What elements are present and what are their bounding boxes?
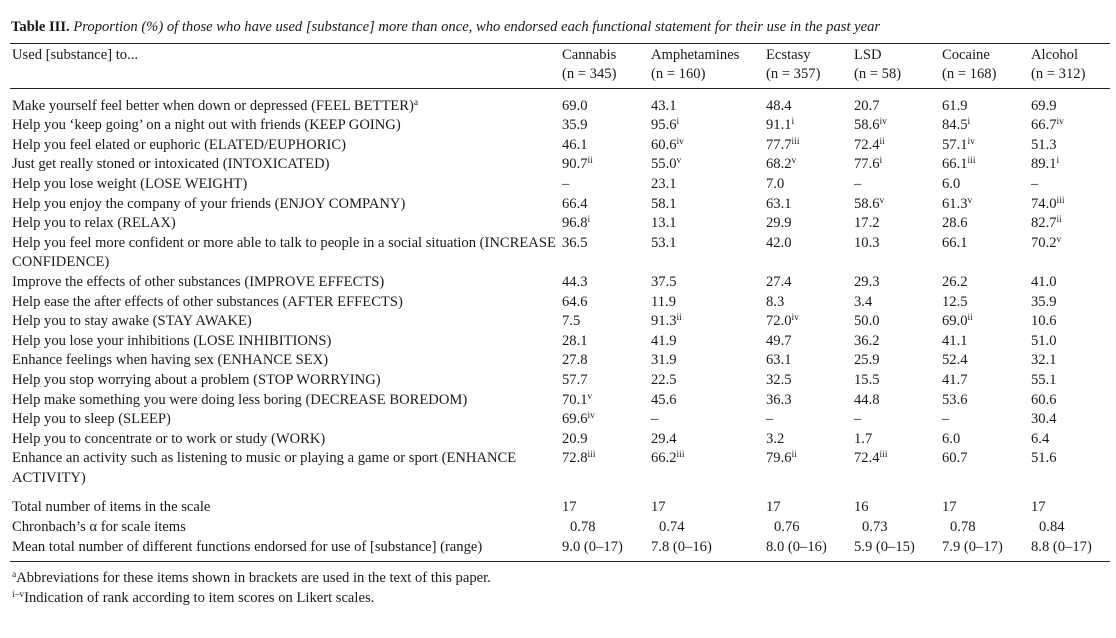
row-label: Help you lose weight (LOSE WEIGHT) xyxy=(12,175,248,192)
value-cell: 90.7$^{ii}$ xyxy=(562,156,593,173)
summary-value: 0.76 xyxy=(774,519,800,536)
value-cell: 69.0 xyxy=(562,97,588,114)
value-cell: 77.6$^i$ xyxy=(854,156,883,173)
column-header: Amphetamines (n = 160) xyxy=(651,46,740,82)
value-cell: 51.3 xyxy=(1031,136,1057,153)
summary-value: 0.78 xyxy=(570,519,596,536)
table-row xyxy=(10,97,1110,117)
footnote: $^{i-v}$Indication of rank according to item scores on Likert scales. xyxy=(12,590,375,607)
value-cell: 53.1 xyxy=(651,234,677,251)
value-cell: 35.9 xyxy=(1031,293,1057,310)
rank-superscript: iii xyxy=(676,450,685,461)
row-label: Help you to stay awake (STAY AWAKE) xyxy=(12,313,252,330)
value-cell: 30.4 xyxy=(1031,411,1057,428)
table-row xyxy=(10,214,1110,234)
value-cell: 29.3 xyxy=(854,273,880,290)
row-label: Help you feel more confident or more able to talk to people in a social situation (INCREASE CONFIDENCE) xyxy=(12,234,556,271)
value-cell: – xyxy=(651,411,659,428)
summary-value: 7.8 (0–16) xyxy=(651,538,712,555)
row-label: Help you stop worrying about a problem (STOP WORRYING) xyxy=(12,371,381,388)
row-label: Help you to concentrate or to work or study (WORK) xyxy=(12,430,326,447)
rank-superscript: iv xyxy=(879,117,887,128)
row-label: Just get really stoned or intoxicated (INTOXICATED) xyxy=(12,156,330,173)
value-cell: 91.1$^i$ xyxy=(766,117,795,134)
value-cell: 41.9 xyxy=(651,332,677,349)
summary-value: 7.9 (0–17) xyxy=(942,538,1003,555)
value-cell: 6.0 xyxy=(942,175,961,192)
value-cell: 57.1$^{iv}$ xyxy=(942,136,975,153)
summary-value: 17 xyxy=(651,499,666,516)
value-cell: 72.4$^{iii}$ xyxy=(854,450,888,467)
value-cell: 1.7 xyxy=(854,430,873,447)
rank-superscript: ii xyxy=(1056,215,1062,226)
rank-superscript: iii xyxy=(791,136,800,147)
table-row xyxy=(10,410,1110,430)
value-cell: 25.9 xyxy=(854,352,880,369)
value-cell: 7.5 xyxy=(562,313,581,330)
value-cell: 57.7 xyxy=(562,371,588,388)
value-cell: 63.1 xyxy=(766,352,792,369)
value-cell: 49.7 xyxy=(766,332,792,349)
rank-superscript: ii xyxy=(879,136,885,147)
value-cell: 66.1$^{iii}$ xyxy=(942,156,976,173)
value-cell: 35.9 xyxy=(562,117,588,134)
table-row xyxy=(10,449,1110,488)
value-cell: 13.1 xyxy=(651,215,677,232)
value-cell: 41.7 xyxy=(942,371,968,388)
rank-superscript: ii xyxy=(967,313,973,324)
value-cell: 28.1 xyxy=(562,332,588,349)
table-row xyxy=(10,273,1110,293)
rank-superscript: ii xyxy=(676,313,682,324)
row-label: Improve the effects of other substances (IMPROVE EFFECTS) xyxy=(12,273,385,290)
summary-label: Mean total number of different functions endorsed for use of [substance] (range) xyxy=(12,538,483,555)
value-cell: 64.6 xyxy=(562,293,588,310)
rank-superscript: i xyxy=(676,117,680,128)
summary-value: 17 xyxy=(1031,499,1046,516)
value-cell: 41.1 xyxy=(942,332,968,349)
rank-superscript: i xyxy=(967,117,971,128)
value-cell: 53.6 xyxy=(942,391,968,408)
row-label: Help you feel elated or euphoric (ELATED/EUPHORIC) xyxy=(12,136,346,153)
value-cell: 70.2$^v$ xyxy=(1031,234,1062,251)
rank-superscript: ii xyxy=(587,156,593,167)
summary-row xyxy=(10,498,1110,518)
value-cell: 77.7$^{iii}$ xyxy=(766,136,800,153)
column-header: Alcohol (n = 312) xyxy=(1031,46,1086,82)
value-cell: 6.4 xyxy=(1031,430,1050,447)
table-row xyxy=(10,175,1110,195)
rank-superscript: v xyxy=(879,195,885,206)
value-cell: – xyxy=(854,175,862,192)
value-cell: 45.6 xyxy=(651,391,677,408)
value-cell: – xyxy=(766,411,774,428)
rank-superscript: i xyxy=(879,156,883,167)
value-cell: 51.0 xyxy=(1031,332,1057,349)
value-cell: 66.4 xyxy=(562,195,588,212)
summary-value: 8.8 (0–17) xyxy=(1031,538,1092,555)
value-cell: 84.5$^i$ xyxy=(942,117,971,134)
value-cell: 72.4$^{ii}$ xyxy=(854,136,885,153)
table-row xyxy=(10,293,1110,313)
rank-superscript: iii xyxy=(967,156,976,167)
value-cell: 61.9 xyxy=(942,97,968,114)
value-cell: 10.6 xyxy=(1031,313,1057,330)
rank-superscript: iv xyxy=(587,411,595,422)
value-cell: 89.1$^i$ xyxy=(1031,156,1060,173)
table-page xyxy=(10,18,1110,608)
value-cell: 42.0 xyxy=(766,234,792,251)
table-row xyxy=(10,234,1110,273)
table-row xyxy=(10,391,1110,411)
value-cell: 60.6$^{iv}$ xyxy=(651,136,684,153)
summary-value: 5.9 (0–15) xyxy=(854,538,915,555)
value-cell: 43.1 xyxy=(651,97,677,114)
summary-value: 17 xyxy=(766,499,781,516)
value-cell: 58.6$^v$ xyxy=(854,195,885,212)
value-cell: 41.0 xyxy=(1031,273,1057,290)
value-cell: 36.2 xyxy=(854,332,880,349)
value-cell: 29.9 xyxy=(766,215,792,232)
summary-value: 0.84 xyxy=(1039,519,1065,536)
row-label: Help make something you were doing less boring (DECREASE BOREDOM) xyxy=(12,391,468,408)
value-cell: 58.6$^{iv}$ xyxy=(854,117,887,134)
value-cell: – xyxy=(562,175,570,192)
column-header: LSD (n = 58) xyxy=(854,46,902,82)
summary-value: 0.78 xyxy=(950,519,976,536)
rank-superscript: i xyxy=(791,117,795,128)
summary-value: 17 xyxy=(942,499,957,516)
value-cell: 31.9 xyxy=(651,352,677,369)
value-cell: 10.3 xyxy=(854,234,880,251)
rank-superscript: iv xyxy=(791,313,799,324)
value-cell: 96.8$^i$ xyxy=(562,215,591,232)
value-cell: 37.5 xyxy=(651,273,677,290)
value-cell: 28.6 xyxy=(942,215,968,232)
row-label: Help you to sleep (SLEEP) xyxy=(12,411,171,428)
row-label: Help you lose your inhibitions (LOSE INHIBITIONS) xyxy=(12,332,332,349)
rank-superscript: v xyxy=(967,195,973,206)
row-label: Help ease the after effects of other substances (AFTER EFFECTS) xyxy=(12,293,403,310)
rank-superscript: i xyxy=(1056,156,1060,167)
value-cell: 12.5 xyxy=(942,293,968,310)
value-cell: 72.8$^{iii}$ xyxy=(562,450,596,467)
footnotes xyxy=(10,568,1110,608)
row-label: Help you enjoy the company of your friends (ENJOY COMPANY) xyxy=(12,195,406,212)
value-cell: 63.1 xyxy=(766,195,792,212)
table-body xyxy=(10,97,1110,558)
rank-superscript: iv xyxy=(1056,117,1064,128)
value-cell: 44.8 xyxy=(854,391,880,408)
bottom-rule xyxy=(10,561,1110,562)
value-cell: 11.9 xyxy=(651,293,676,310)
value-cell: 69.9 xyxy=(1031,97,1057,114)
value-cell: 50.0 xyxy=(854,313,880,330)
value-cell: 95.6$^i$ xyxy=(651,117,680,134)
value-cell: 23.1 xyxy=(651,175,677,192)
table-row xyxy=(10,371,1110,391)
value-cell: 79.6$^{ii}$ xyxy=(766,450,797,467)
value-cell: 7.0 xyxy=(766,175,785,192)
value-cell: 32.5 xyxy=(766,371,792,388)
summary-value: 8.0 (0–16) xyxy=(766,538,827,555)
rank-superscript: iv xyxy=(967,136,975,147)
value-cell: 3.2 xyxy=(766,430,785,447)
rank-superscript: v xyxy=(587,391,593,402)
value-cell: – xyxy=(1031,175,1039,192)
value-cell: 36.3 xyxy=(766,391,792,408)
rank-superscript: v xyxy=(1056,234,1062,245)
value-cell: 91.3$^{ii}$ xyxy=(651,313,682,330)
summary-row xyxy=(10,518,1110,538)
value-cell: 6.0 xyxy=(942,430,961,447)
value-cell: – xyxy=(854,411,862,428)
table-row xyxy=(10,332,1110,352)
value-cell: 26.2 xyxy=(942,273,968,290)
rank-superscript: v xyxy=(791,156,797,167)
footnote: $^a$Abbreviations for these items shown in brackets are used in the text of this paper. xyxy=(12,570,491,587)
rank-superscript: iii xyxy=(879,450,888,461)
value-cell: 60.6 xyxy=(1031,391,1057,408)
table-header xyxy=(10,44,1110,88)
value-cell: 51.6 xyxy=(1031,450,1057,467)
table-caption-label: Table III. xyxy=(11,19,70,35)
summary-value: 0.74 xyxy=(659,519,685,536)
value-cell: 66.7$^{iv}$ xyxy=(1031,117,1064,134)
value-cell: 22.5 xyxy=(651,371,677,388)
value-cell: 69.0$^{ii}$ xyxy=(942,313,973,330)
value-cell: 17.2 xyxy=(854,215,880,232)
summary-value: 0.73 xyxy=(862,519,888,536)
row-label: Enhance feelings when having sex (ENHANCE SEX) xyxy=(12,352,329,369)
spacer-row xyxy=(10,488,1110,498)
rank-superscript: i xyxy=(587,215,591,226)
value-cell: 82.7$^{ii}$ xyxy=(1031,215,1062,232)
value-cell: 74.0$^{iii}$ xyxy=(1031,195,1065,212)
rank-superscript: ii xyxy=(791,450,797,461)
value-cell: 44.3 xyxy=(562,273,588,290)
value-cell: 69.6$^{iv}$ xyxy=(562,411,595,428)
value-cell: 29.4 xyxy=(651,430,677,447)
rank-superscript: iii xyxy=(1056,195,1065,206)
row-label: Make yourself feel better when down or depressed (FEEL BETTER)$^a$ xyxy=(12,97,419,114)
header-rule xyxy=(10,88,1110,89)
table-row xyxy=(10,116,1110,136)
value-cell: 72.0$^{iv}$ xyxy=(766,313,799,330)
column-header: Cocaine (n = 168) xyxy=(942,46,997,82)
value-cell: 58.1 xyxy=(651,195,677,212)
value-cell: 66.2$^{iii}$ xyxy=(651,450,685,467)
value-cell: 27.4 xyxy=(766,273,792,290)
column-header: Ecstasy (n = 357) xyxy=(766,46,821,82)
table-row xyxy=(10,351,1110,371)
value-cell: 55.1 xyxy=(1031,371,1057,388)
table-row xyxy=(10,312,1110,332)
value-cell: 20.7 xyxy=(854,97,880,114)
value-cell: 61.3$^v$ xyxy=(942,195,973,212)
value-cell: 60.7 xyxy=(942,450,968,467)
row-label: Help you to relax (RELAX) xyxy=(12,215,176,232)
table-caption-text: Proportion (%) of those who have used [substance] more than once, who endorsed each functional statement for their use in the past year xyxy=(73,19,881,35)
summary-value: 16 xyxy=(854,499,869,516)
value-cell: 48.4 xyxy=(766,97,792,114)
summary-label: Chronbach’s α for scale items xyxy=(12,519,186,536)
value-cell: 70.1$^v$ xyxy=(562,391,593,408)
row-label: Enhance an activity such as listening to music or playing a game or sport (ENHANCE ACTIVITY) xyxy=(12,450,517,486)
table-row xyxy=(10,430,1110,450)
rank-superscript: iii xyxy=(587,450,596,461)
summary-value: 9.0 (0–17) xyxy=(562,538,623,555)
value-cell: 52.4 xyxy=(942,352,968,369)
rank-superscript: v xyxy=(676,156,682,167)
value-cell: 46.1 xyxy=(562,136,588,153)
value-cell: 15.5 xyxy=(854,371,880,388)
row-label-header: Used [substance] to... xyxy=(12,46,139,63)
value-cell: 36.5 xyxy=(562,234,588,251)
value-cell: 32.1 xyxy=(1031,352,1057,369)
table-row xyxy=(10,136,1110,156)
summary-label: Total number of items in the scale xyxy=(12,499,211,516)
table-row xyxy=(10,155,1110,175)
table-row xyxy=(10,195,1110,215)
summary-value: 17 xyxy=(562,499,577,516)
value-cell: 20.9 xyxy=(562,430,588,447)
value-cell: 27.8 xyxy=(562,352,588,369)
value-cell: – xyxy=(942,411,950,428)
value-cell: 68.2$^v$ xyxy=(766,156,797,173)
value-cell: 8.3 xyxy=(766,293,785,310)
value-cell: 55.0$^v$ xyxy=(651,156,682,173)
row-label: Help you ‘keep going’ on a night out with friends (KEEP GOING) xyxy=(12,117,401,134)
table-caption xyxy=(11,18,1110,38)
column-header: Cannabis (n = 345) xyxy=(562,46,617,82)
value-cell: 3.4 xyxy=(854,293,873,310)
summary-row xyxy=(10,538,1110,558)
value-cell: 66.1 xyxy=(942,234,968,251)
rank-superscript: iv xyxy=(676,136,684,147)
